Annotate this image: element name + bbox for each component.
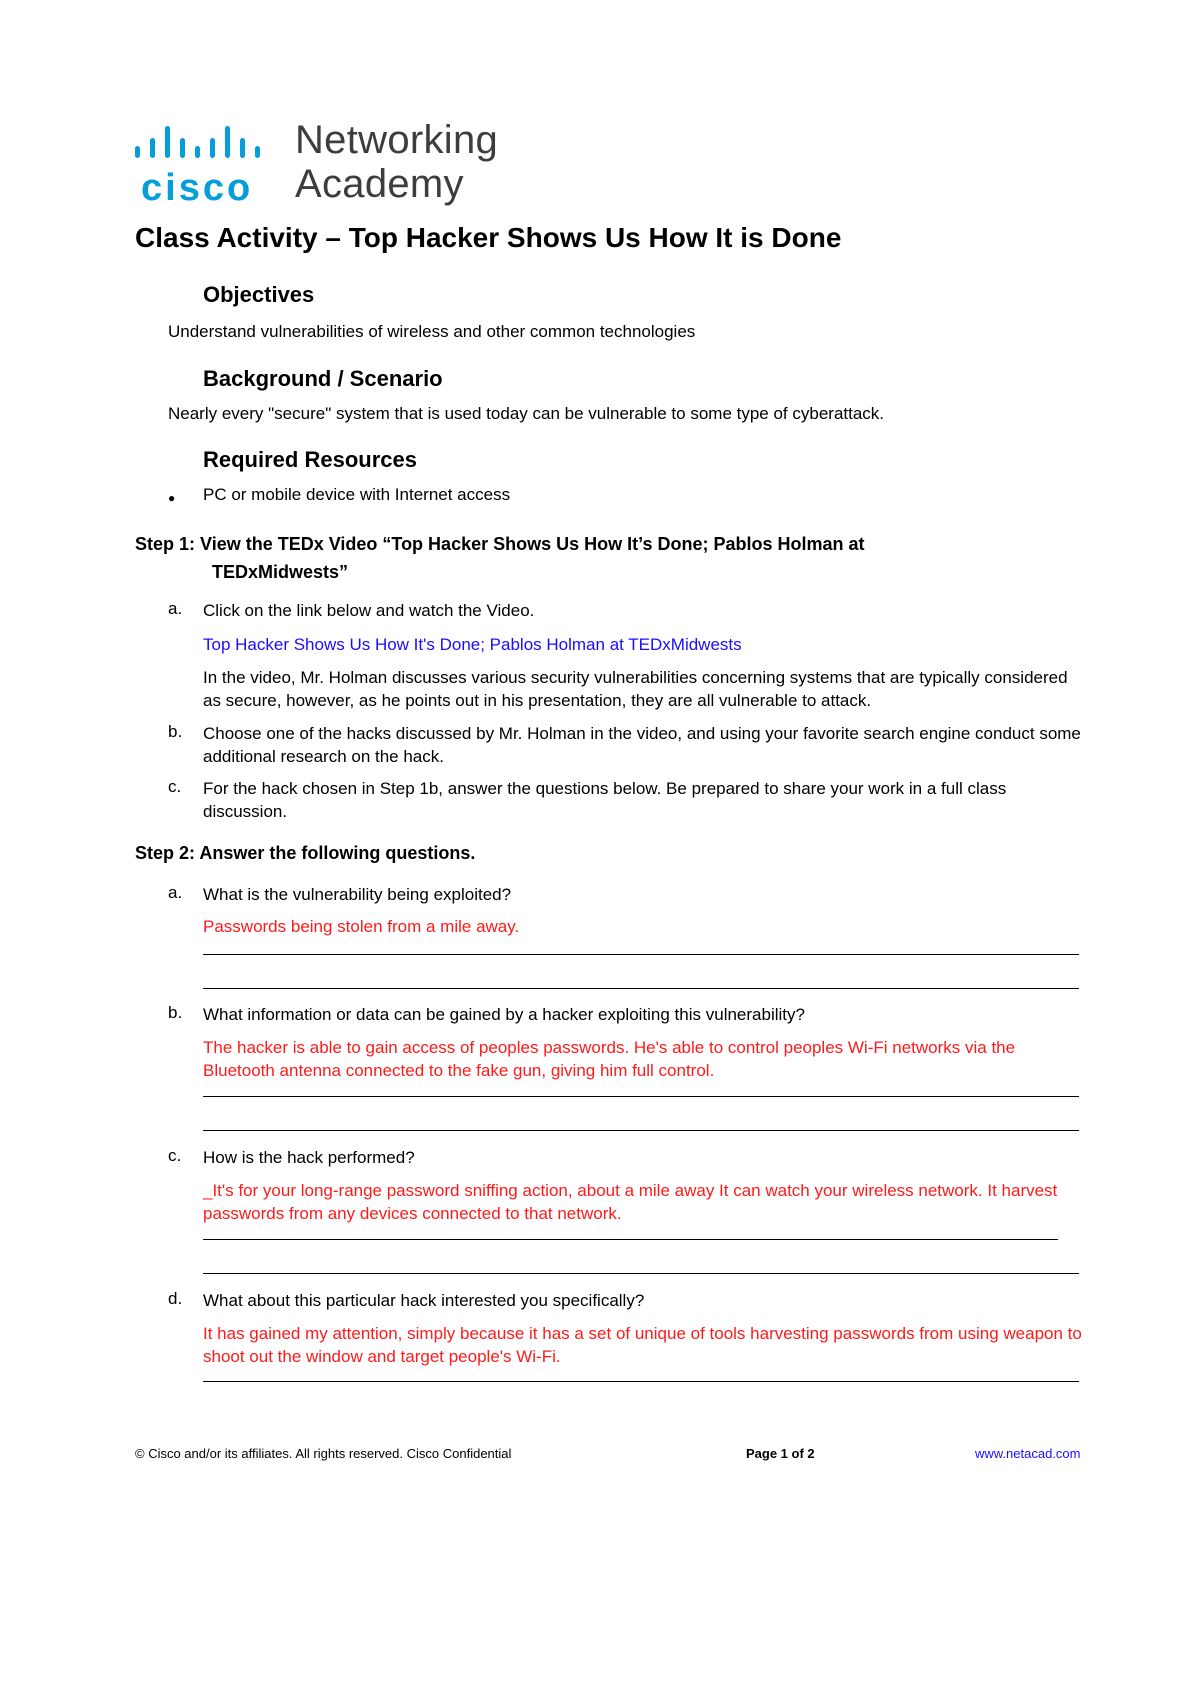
footer-copyright: © Cisco and/or its affiliates. All rights reserved. Cisco Confidential <box>135 1446 512 1461</box>
cisco-bars-icon <box>133 122 283 208</box>
answer-line <box>203 988 1079 989</box>
step1-b-marker: b. <box>168 722 183 741</box>
question-c: How is the hack performed? <box>203 1148 415 1167</box>
page-title: Class Activity – Top Hacker Shows Us How It is Done <box>135 222 842 253</box>
question-a: What is the vulnerability being exploited? <box>203 885 512 904</box>
answer-line <box>203 1381 1079 1382</box>
bullet-icon: ● <box>168 491 176 505</box>
step1-heading-continued: TEDxMidwests” <box>212 562 349 582</box>
answer-line <box>203 1273 1079 1274</box>
question-d-marker: d. <box>168 1289 183 1308</box>
answer-d[interactable]: It has gained my attention, simply because it has a set of unique of tools harvesting passwords from using weapon to shoot out the window and target people's Wi-Fi. <box>203 1324 1082 1366</box>
step1-a-marker: a. <box>168 599 183 618</box>
footer-url-link[interactable]: www.netacad.com <box>975 1446 1081 1461</box>
objectives-heading: Objectives <box>203 282 315 307</box>
step1-a-note: In the video, Mr. Holman discusses various security vulnerabilities concerning systems that are typically considered as secure, however, as he points out in his presentation, they are all vulnerable to attack. <box>203 668 1068 710</box>
step2-heading: Step 2: Answer the following questions. <box>135 843 476 863</box>
background-heading: Background / Scenario <box>203 366 443 391</box>
step1-heading: Step 1: View the TEDx Video “Top Hacker Shows Us How It’s Done; Pablos Holman at <box>135 534 865 554</box>
background-text: Nearly every "secure" system that is used today can be vulnerable to some type of cyberattack. <box>168 404 885 423</box>
question-d: What about this particular hack interested you specifically? <box>203 1291 645 1310</box>
step1-c-marker: c. <box>168 777 182 796</box>
ted-video-link[interactable]: Top Hacker Shows Us How It's Done; Pablos Holman at TEDxMidwests <box>203 635 742 654</box>
objectives-text: Understand vulnerabilities of wireless and other common technologies <box>168 322 696 341</box>
step1-c-text: For the hack chosen in Step 1b, answer the questions below. Be prepared to share your work in a full class discussion. <box>203 779 1007 821</box>
question-a-marker: a. <box>168 883 183 902</box>
answer-line <box>203 1096 1079 1097</box>
answer-line <box>203 1239 1058 1240</box>
resources-heading: Required Resources <box>203 447 417 472</box>
answer-b[interactable]: The hacker is able to gain access of peoples passwords. He's able to control peoples Wi-Fi networks via the Bluetooth antenna connected to the fake gun, giving him full control. <box>203 1038 1016 1080</box>
answer-line <box>203 1130 1079 1131</box>
logo-line-networking: Networking <box>295 118 499 162</box>
answer-c[interactable]: _It's for your long-range password sniffing action, about a mile away It can watch your wireless network. It harvest passwords from any devices connected to that network. <box>203 1181 1058 1223</box>
cisco-wordmark: cisco <box>141 167 254 208</box>
resources-item: PC or mobile device with Internet access <box>203 485 511 504</box>
question-b: What information or data can be gained by a hacker exploiting this vulnerability? <box>203 1005 805 1024</box>
question-b-marker: b. <box>168 1003 183 1022</box>
step1-b-text: Choose one of the hacks discussed by Mr. Holman in the video, and using your favorite search engine conduct some additional research on the hack. <box>203 724 1081 766</box>
answer-line <box>203 954 1079 955</box>
step1-a-text: Click on the link below and watch the Video. <box>203 601 535 620</box>
question-c-marker: c. <box>168 1146 182 1165</box>
logo-line-academy: Academy <box>295 162 464 206</box>
footer-page-number: Page 1 of 2 <box>746 1446 815 1461</box>
cisco-networking-academy-logo <box>133 118 513 212</box>
answer-a[interactable]: Passwords being stolen from a mile away. <box>203 917 520 936</box>
